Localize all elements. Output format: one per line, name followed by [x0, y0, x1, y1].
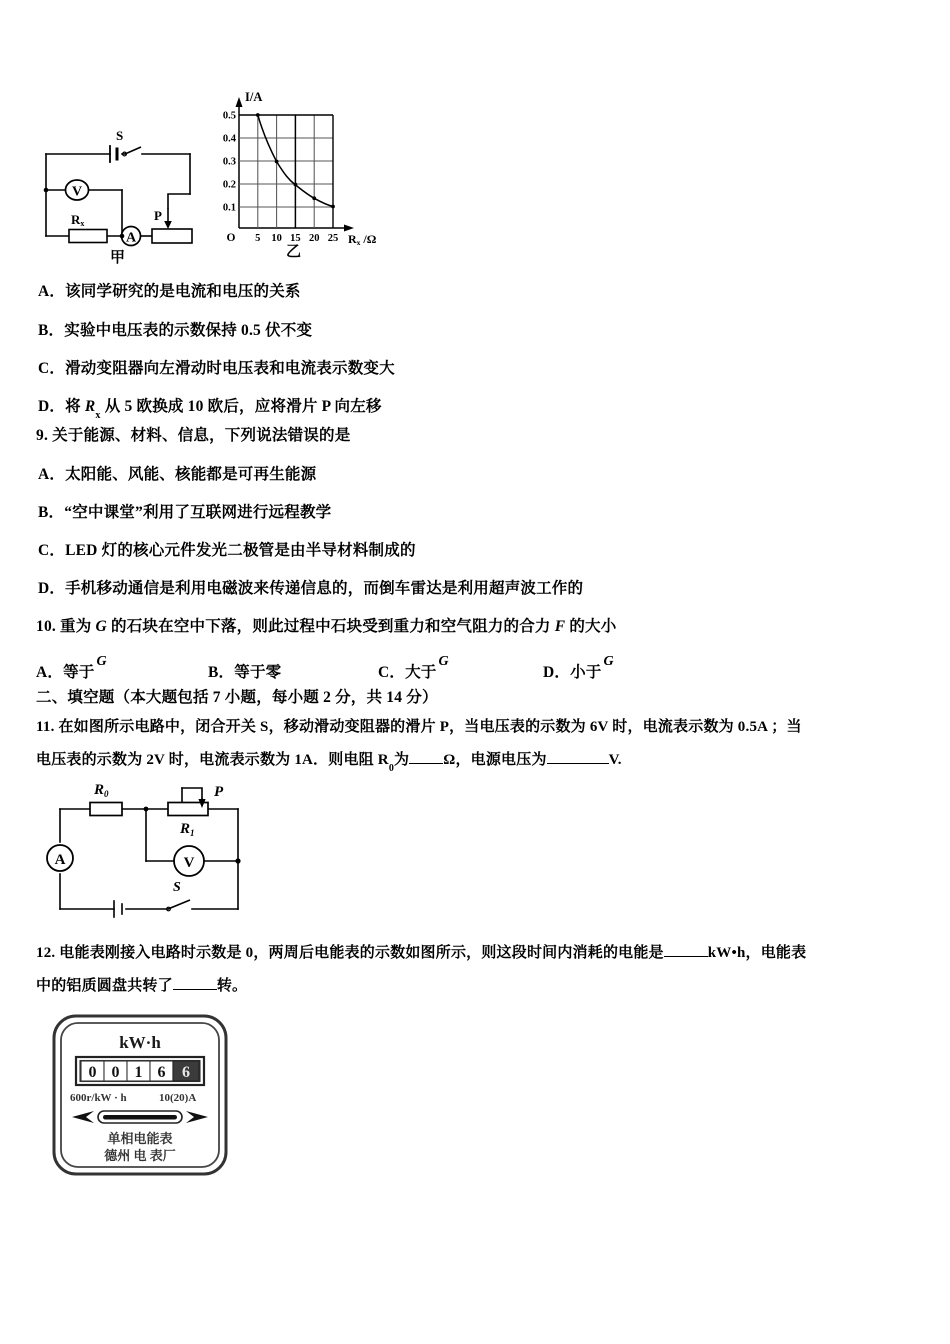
svg-text:0.4: 0.4	[222, 133, 236, 145]
resistor-label-rx: Rx	[71, 212, 85, 228]
q8-option-d-pre: 将	[65, 398, 85, 415]
svg-text:0.1: 0.1	[222, 202, 236, 214]
q11-line1: 11. 在如图所示电路中，闭合开关 S，移动滑动变阻器的滑片 P，当电压表的示数为 6V 时，电流表示数为 0.5A ；当	[36, 719, 802, 735]
q9-option-a-label: A．	[38, 466, 66, 483]
meter-digit-3: 6	[157, 1064, 166, 1081]
svg-text:10: 10	[271, 233, 282, 244]
slider-arrow-icon	[164, 208, 172, 229]
q8-option-a-text: 该同学研究的是电流和电压的关系	[65, 283, 301, 300]
q10-option-d-label: D．	[543, 664, 571, 682]
q9-option-c	[38, 542, 416, 561]
meter-digits	[81, 1061, 199, 1081]
label-p: P	[214, 784, 224, 800]
q10-stem-var-g: G	[95, 618, 107, 635]
q12-line2-a: 中的铝质圆盘共转了	[36, 978, 173, 994]
meter-current-rating: 10(20)A	[159, 1092, 197, 1104]
q10-option-c	[378, 654, 449, 683]
meter-digit-1: 0	[111, 1064, 120, 1081]
svg-text:V: V	[183, 855, 195, 871]
y-axis-title: I/A	[245, 90, 263, 104]
q10-option-d-text: 小于	[570, 664, 602, 682]
q10-stem-var-f: F	[554, 618, 566, 635]
q10-option-c-text: 大于	[405, 664, 437, 682]
q9-option-c-label: C．	[38, 542, 66, 559]
q8-option-c	[38, 360, 395, 379]
q10-option-b	[208, 660, 281, 683]
resistor-r0	[90, 803, 122, 816]
svg-text:25: 25	[327, 233, 339, 244]
meter-name-label: 单相电能表	[107, 1131, 173, 1146]
resistor-rx	[69, 230, 107, 243]
label-r0: $R_0$	[94, 782, 109, 799]
q8-option-c-label: C．	[38, 360, 66, 377]
y-tick-labels	[223, 111, 237, 214]
q10-option-b-label: B．	[208, 664, 235, 682]
q12-line1-a: 12. 电能表刚接入电路时示数是 0，两周后电能表的示数如图所示，则这段时间内消耗的电能是	[36, 945, 664, 961]
figure-caption-yi: 乙	[286, 244, 302, 260]
q8-option-d	[38, 398, 382, 422]
svg-text:5: 5	[255, 233, 261, 244]
x-axis-arrow-icon	[344, 225, 354, 232]
meter-digit-0: 0	[88, 1064, 97, 1081]
grid-horizontal	[239, 115, 333, 207]
section2-heading: 二、填空题（本大题包括 7 小题，每小题 2 分，共 14 分）	[36, 689, 438, 706]
q10-stem-mid: 的石块在空中下落，则此过程中石块受到重力和空气阻力的合力	[106, 618, 555, 635]
q10-option-a-sup: G	[96, 654, 107, 669]
voltmeter-symbol	[66, 180, 89, 200]
graph-diagram-yi	[215, 85, 385, 260]
svg-text:0.3: 0.3	[222, 156, 236, 168]
label-s: S	[173, 880, 181, 895]
meter-digit-2: 1	[134, 1064, 143, 1081]
voltmeter-symbol	[174, 846, 204, 876]
q8-option-b-label: B．	[38, 322, 65, 339]
q8-option-d-label: D．	[38, 398, 66, 415]
meter-unit-label: kW·h	[119, 1033, 161, 1052]
q9-option-d-text: 手机移动通信是利用电磁波来传递信息的，而倒车雷达是利用超声波工作的	[65, 580, 584, 597]
q10-option-d-sup: G	[603, 654, 614, 669]
q10-option-a-text: 等于	[63, 664, 95, 682]
y-axis-arrow-icon	[236, 97, 243, 107]
q11-line2-d: V.	[608, 752, 622, 768]
q10-option-a	[36, 654, 107, 683]
q8-option-b	[38, 322, 312, 341]
q10-option-c-sup: G	[438, 654, 449, 669]
q8-option-d-var-sub: x	[95, 410, 101, 422]
q9-option-b-label: B．	[38, 504, 65, 521]
svg-text:15: 15	[290, 233, 301, 244]
q11-line2-sub: 0	[388, 763, 395, 774]
svg-text:0.2: 0.2	[222, 179, 236, 191]
svg-text:0.5: 0.5	[222, 110, 236, 122]
q11-line2	[36, 751, 622, 772]
circuit-diagram-q11	[42, 780, 292, 920]
q10-option-c-label: C．	[378, 664, 406, 682]
q11-line2-c: Ω，电源电压为	[443, 752, 547, 768]
meter-digit-4: 6	[182, 1064, 190, 1081]
q8-option-a	[38, 283, 301, 302]
q11-answer-blank-voltage[interactable]	[547, 763, 609, 764]
q9-option-d-label: D．	[38, 580, 66, 597]
switch-label-s: S	[116, 128, 124, 143]
q9-option-a-text: 太阳能、风能、核能都是可再生能源	[65, 466, 317, 483]
electricity-meter-figure	[50, 1012, 240, 1182]
q11-line2-a: 电压表的示数为 2V 时，电流表示数为 1A．则电阻 R	[36, 752, 389, 768]
q12-line1	[36, 944, 806, 962]
q12-line1-b: kW•h，电能表	[707, 945, 807, 961]
q12-line2-b: 转。	[216, 978, 248, 994]
rheostat	[152, 229, 192, 243]
q10-stem-post: 的大小	[565, 618, 617, 635]
svg-text:20: 20	[308, 233, 320, 244]
q10-stem	[36, 618, 616, 637]
svg-text:A: A	[125, 230, 137, 246]
ammeter-symbol	[47, 845, 73, 871]
q9-stem: 9. 关于能源、材料、信息，下列说法错误的是	[36, 427, 351, 444]
meter-manufacturer-label: 德州 电 表厂	[104, 1148, 176, 1163]
meter-constant-label: 600r/kW · h	[70, 1092, 127, 1104]
q12-answer-blank-energy[interactable]	[664, 956, 708, 957]
q8-option-d-var: R	[84, 398, 96, 415]
svg-text:A: A	[54, 852, 66, 868]
q9-option-d	[38, 580, 583, 599]
x-axis-title: Rx /Ω	[348, 232, 377, 247]
q10-option-a-label: A．	[36, 664, 64, 682]
slider-label-p: P	[154, 208, 162, 223]
origin-label: O	[226, 232, 236, 244]
q8-option-b-text: 实验中电压表的示数保持 0.5 伏不变	[64, 322, 313, 339]
q9-option-b	[38, 504, 331, 523]
q8-option-c-text: 滑动变阻器向左滑动时电压表和电流表示数变大	[65, 360, 395, 377]
q12-answer-blank-revolutions[interactable]	[173, 989, 217, 990]
q9-option-c-text: LED 灯的核心元件发光二极管是由半导材料制成的	[65, 542, 416, 559]
q10-stem-pre: 10. 重为	[36, 618, 96, 635]
q10-option-b-text: 等于零	[234, 664, 282, 682]
figure-caption-jia: 甲	[110, 250, 126, 266]
q11-line2-b: 为	[394, 752, 410, 768]
q10-option-d	[543, 654, 614, 683]
q11-answer-blank-r0[interactable]	[409, 763, 443, 764]
q9-option-b-text: “空中课堂”利用了互联网进行远程教学	[64, 504, 332, 521]
label-r1: $R_1$	[180, 821, 195, 838]
ammeter-symbol	[122, 227, 141, 246]
svg-text:V: V	[71, 184, 83, 200]
circuit-diagram-jia	[38, 128, 218, 266]
q9-option-a	[38, 466, 316, 485]
q8-option-d-post: 从 5 欧换成 10 欧后，应将滑片 P 向左移	[100, 398, 382, 415]
q8-option-a-label: A．	[38, 283, 66, 300]
q12-line2	[36, 977, 247, 995]
grid-vertical	[258, 115, 333, 228]
